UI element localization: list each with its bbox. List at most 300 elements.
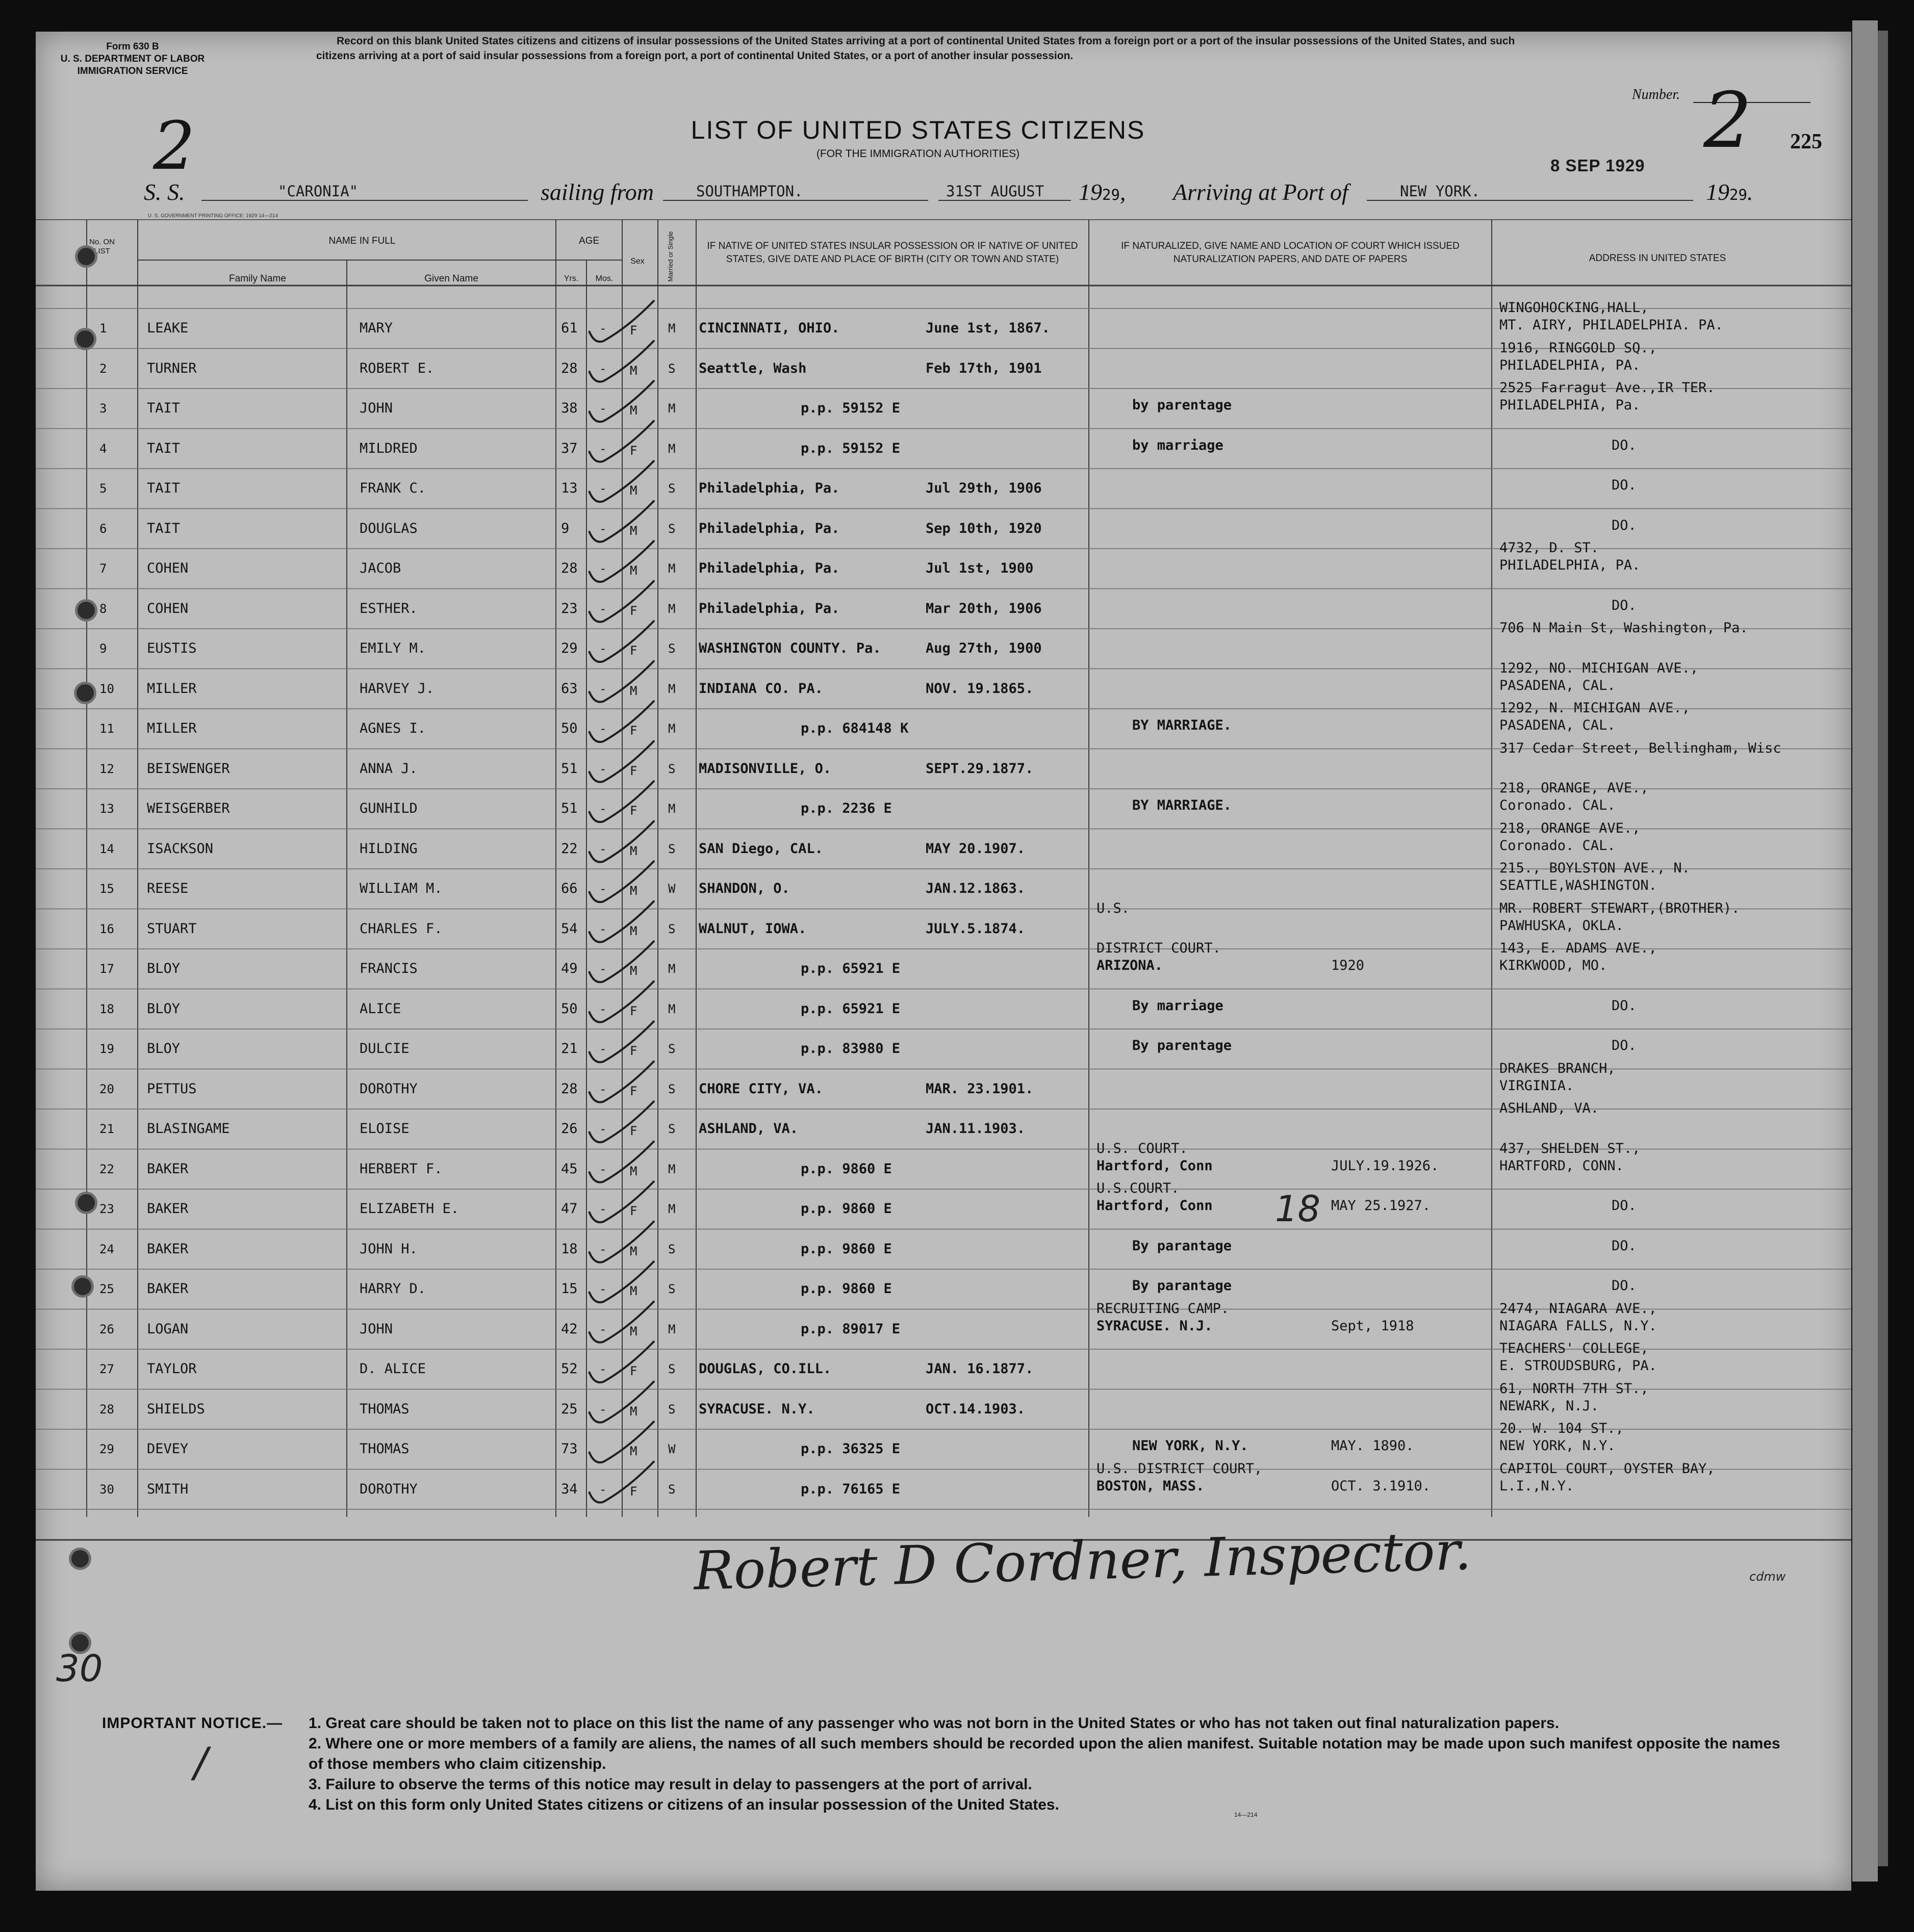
sex: F [630,1084,637,1098]
birth-date: JAN. 16.1877. [926,1361,1034,1377]
passport-number: p.p. 9860 E [801,1201,892,1217]
family-name: LEAKE [147,320,189,336]
age-years: 15 [561,1281,578,1297]
given-name: JOHN [360,1321,393,1337]
header-sex: Sex [630,257,645,266]
row-number: 5 [99,481,107,496]
birth-place: Seattle, Wash [699,360,807,376]
given-name: HERBERT F. [360,1161,443,1177]
age-months: - [599,1242,607,1256]
sex: M [630,1244,637,1258]
naturalization-court: U.S. COURT. [1096,1140,1188,1156]
address-line-2: DO. [1612,597,1637,613]
family-name: COHEN [147,560,189,576]
age-years: 29 [561,640,578,656]
header-name-in-full: NAME IN FULL [328,236,396,246]
passport-number: p.p. 9860 E [801,1281,892,1297]
passenger-table [36,219,1851,1606]
header-married: Married or Single [667,231,674,282]
marital-status: S [668,1402,676,1416]
naturalization-detail: BY MARRIAGE. [1132,797,1232,813]
family-name: TAIT [147,520,181,536]
marital-status: M [668,601,676,616]
row-number: 19 [99,1042,114,1056]
header-age: AGE [578,236,600,246]
address-line-2: E. STROUDSBURG, PA. [1499,1358,1657,1374]
naturalization-court: DISTRICT COURT. [1096,940,1221,956]
age-months: - [599,601,607,616]
sex: F [630,724,637,738]
row-number: 25 [99,1282,114,1296]
marital-status: M [668,802,676,816]
given-name: HARRY D. [360,1281,426,1297]
sex: M [630,843,637,858]
age-years: 45 [561,1161,578,1177]
age-years: 18 [561,1241,578,1257]
age-years: 50 [561,1000,578,1017]
arrival-underline [1367,200,1693,201]
marital-status: S [668,1042,676,1056]
header-yrs: Yrs. [564,274,579,283]
given-name: ANNA J. [360,760,418,777]
header-address: ADDRESS IN UNITED STATES [1589,253,1726,264]
marital-status: S [668,361,676,376]
address-line-2: NEWARK, N.J. [1499,1398,1599,1414]
address-line-2: Coronado. CAL. [1499,837,1616,854]
naturalization-detail: Hartford, Conn [1096,1198,1213,1214]
address-line-1: WINGOHOCKING,HALL, [1499,300,1649,316]
form-identifier [41,41,224,78]
naturalization-detail: BOSTON, MASS. [1096,1478,1205,1494]
birth-place: INDIANA CO. PA. [699,680,823,697]
row-number: 3 [99,401,107,416]
given-name: MARY [360,320,393,336]
row-number: 14 [99,841,114,856]
age-months: - [599,962,607,976]
address-line-2: DO. [1612,1198,1637,1214]
binding-hole [76,330,94,348]
birth-date: MAR. 23.1901. [926,1080,1034,1097]
marital-status: S [668,921,676,936]
birth-place: MADISONVILLE, O. [699,760,832,777]
given-name: HARVEY J. [360,680,435,697]
marital-status: S [668,1242,676,1256]
family-name: BAKER [147,1241,189,1257]
age-years: 21 [561,1041,578,1057]
form-number: Form 630 B [106,41,159,52]
address-line-1: CAPITOL COURT, OYSTER BAY, [1499,1460,1715,1477]
age-years: 37 [561,440,578,456]
marital-status: S [668,1122,676,1136]
age-years: 47 [561,1201,578,1217]
marital-status: M [668,401,676,416]
family-name: MILLER [147,680,197,697]
marital-status: S [668,1081,676,1096]
birth-date: MAY 20.1907. [926,840,1026,857]
marital-status: S [668,1482,676,1497]
marital-status: M [668,962,676,976]
row-number: 7 [99,561,107,576]
naturalization-court: U.S.COURT. [1096,1180,1180,1196]
age-years: 42 [561,1321,578,1337]
page-number: 225 [1790,130,1822,153]
handwritten-sheet-number: 2 [1703,76,1752,165]
marital-status: S [668,761,676,776]
given-name: THOMAS [360,1441,410,1457]
family-name: DEVEY [147,1441,189,1457]
sailing-label: sailing from [541,179,654,205]
departure-port: SOUTHAMPTON. [696,183,803,200]
age-months: - [599,1001,607,1016]
sex: F [630,603,637,618]
birth-place: CINCINNATI, OHIO. [699,320,840,336]
given-name: DOROTHY [360,1481,418,1497]
sex: F [630,1204,637,1218]
birth-place: Philadelphia, Pa. [699,520,840,536]
address-line-1: 317 Cedar Street, Bellingham, Wisc [1499,740,1781,756]
binding-hole [78,1194,95,1212]
instructions-preamble: Record on this blank United States citizens and citizens of insular possessions of the United States arriving at a port of continental United States from a foreign port or a port of the insular possessions of the United States, and such citizens arriving at a port of said insular possessions from a foreign port, a port of continental United States, or a port of another insular possession. [316,35,1515,62]
given-name: JOHN [360,400,393,416]
address-line-2: PHILADELPHIA, Pa. [1499,397,1641,413]
form-code: 14—214 [1234,1811,1258,1818]
marital-status: M [668,1202,676,1216]
arriving-label: Arriving at Port of [1173,179,1348,205]
passport-number: p.p. 684148 K [801,720,909,736]
age-months: - [599,641,607,656]
passport-number: p.p. 59152 E [801,400,901,416]
address-line-2: DO. [1612,517,1637,533]
given-name: ELIZABETH E. [360,1201,460,1217]
given-name: ROBERT E. [360,360,435,376]
birth-date: Aug 27th, 1900 [926,640,1042,656]
marital-status: S [668,481,676,496]
birth-place: ASHLAND, VA. [699,1121,799,1137]
handwritten-total: 30 [56,1647,103,1690]
family-name: BLASINGAME [147,1121,230,1137]
row-number: 8 [99,601,107,616]
handwritten-list-number: 2 [153,107,195,185]
age-years: 26 [561,1121,578,1137]
sex: M [630,964,637,978]
passport-number: p.p. 2236 E [801,801,892,816]
age-months: - [599,1202,607,1216]
address-line-1: 61, NORTH 7TH ST., [1499,1380,1649,1397]
age-months: - [599,921,607,936]
address-line-1: 2474, NIAGARA AVE., [1499,1300,1657,1317]
sex: F [630,1003,637,1018]
family-name: SMITH [147,1481,189,1497]
sex: F [630,1364,637,1378]
naturalization-detail: by parentage [1132,397,1232,413]
naturalization-detail: By parantage [1132,1278,1232,1294]
address-line-2: KIRKWOOD, MO. [1499,958,1607,973]
row-number: 20 [99,1081,114,1096]
sex: M [630,923,637,938]
address-line-1: 215., BOYLSTON AVE., N. [1499,860,1690,876]
sex: M [630,683,637,698]
birth-date: JULY.5.1874. [926,920,1026,937]
marital-status: S [668,841,676,856]
birth-place: Philadelphia, Pa. [699,480,840,496]
address-line-2: NEW YORK, N.Y. [1499,1438,1616,1454]
age-months: - [599,1042,607,1056]
sex: M [630,403,637,418]
given-name: FRANCIS [360,961,418,976]
passport-number: p.p. 65921 E [801,1000,901,1017]
marital-status: S [668,1282,676,1296]
header-no: No. ON LIST [89,238,115,255]
birth-place: CHORE CITY, VA. [699,1080,823,1097]
age-months: - [599,521,607,536]
birth-place: SYRACUSE. N.Y. [699,1401,815,1417]
birth-date: JAN.11.1903. [926,1121,1026,1137]
header-family-name: Family Name [229,273,286,284]
age-months: - [599,841,607,856]
passport-number: p.p. 59152 E [801,440,901,456]
row-number: 2 [99,361,107,376]
naturalization-date: JULY.19.1926. [1331,1157,1439,1174]
age-months: - [599,481,607,496]
sex: M [630,1444,637,1458]
passport-number: p.p. 9860 E [801,1241,892,1257]
given-name: ESTHER. [360,600,418,616]
row-number: 9 [99,641,107,656]
sex: F [630,323,637,338]
year-2: 1929. [1706,179,1753,205]
notice-item: 3. Failure to observe the terms of this notice may result in delay to passengers at the port of arrival. [309,1776,1032,1793]
row-number: 18 [99,1001,114,1016]
address-line-1: ASHLAND, VA. [1499,1100,1599,1116]
birth-date: Sep 10th, 1920 [926,520,1042,536]
given-name: GUNHILD [360,801,418,816]
age-months: - [599,1282,607,1296]
age-months: - [599,761,607,776]
birth-date: OCT.14.1903. [926,1401,1026,1417]
family-name: EUSTIS [147,640,197,656]
date-stamp: 8 SEP 1929 [1550,156,1645,175]
address-line-1: 1292, N. MICHIGAN AVE., [1499,700,1690,716]
binding-hole [78,602,95,619]
number-label: Number. [1632,87,1680,102]
age-months: - [599,802,607,816]
given-name: THOMAS [360,1401,410,1417]
age-months: - [599,722,607,736]
row-number: 23 [99,1202,114,1216]
passport-number: p.p. 36325 E [801,1441,901,1457]
departure-underline [663,200,928,201]
address-line-1: 437, SHELDEN ST., [1499,1140,1641,1156]
address-line-2: PAWHUSKA, OKLA. [1499,917,1624,934]
sex: M [630,1324,637,1338]
birth-date: Jul 29th, 1906 [926,480,1042,496]
given-name: DOUGLAS [360,520,418,536]
age-months: - [599,441,607,456]
sex: M [630,363,637,378]
sex: F [630,804,637,818]
pencil-mark: / [194,1739,208,1786]
address-line-1: DRAKES BRANCH, [1499,1060,1616,1076]
given-name: AGNES I. [360,720,426,736]
address-line-1: MR. ROBERT STEWART,(BROTHER). [1499,900,1740,916]
arrival-port: NEW YORK. [1400,183,1481,200]
age-months: - [599,1322,607,1336]
address-line-2: PHILADELPHIA, PA. [1499,357,1641,373]
row-number: 30 [99,1482,114,1497]
passport-number: p.p. 83980 E [801,1041,901,1057]
sex: F [630,1044,637,1058]
marital-status: S [668,1362,676,1376]
age-months: - [599,1122,607,1136]
given-name: DULCIE [360,1041,410,1057]
row-number: 11 [99,722,114,736]
family-name: TURNER [147,360,197,376]
marital-status: M [668,441,676,456]
marital-status: M [668,561,676,576]
header-naturalized: IF NATURALIZED, GIVE NAME AND LOCATION OF COURT WHICH ISSUED NATURALIZATION PAPERS, AND DATE OF PAPERS [1121,241,1460,265]
sex: F [630,443,637,458]
given-name: ELOISE [360,1121,410,1137]
age-years: 51 [561,760,578,777]
given-name: DOROTHY [360,1080,418,1097]
row-number: 22 [99,1162,114,1176]
marital-status: S [668,641,676,656]
binding-hole [78,248,95,265]
address-line-2: DO. [1612,477,1637,493]
row-number: 21 [99,1122,114,1136]
binding-hole [71,1550,89,1567]
birth-date: SEPT.29.1877. [926,760,1034,777]
naturalization-date: 1920 [1331,958,1365,973]
inspector-signature: Robert D Cordner, Inspector. [693,1519,1472,1602]
age-months: - [599,561,607,576]
age-months: - [599,321,607,336]
address-line-2: PASADENA, CAL. [1499,677,1616,693]
family-name: COHEN [147,600,189,616]
row-number: 10 [99,681,114,696]
naturalization-court: U.S. DISTRICT COURT, [1096,1460,1263,1477]
address-line-1: 2525 Farragut Ave.,IR TER. [1499,380,1715,396]
address-line-2: DO. [1612,437,1637,453]
handwritten-margin-note: 18 [1275,1188,1321,1230]
sex: M [630,884,637,898]
age-years: 28 [561,360,578,376]
header-birth: IF NATIVE OF UNITED STATES INSULAR POSSESSION OR IF NATIVE OF UNITED STATES, GIVE DATE AND PLACE OF BIRTH (CITY OR TOWN AND STATE) [707,241,1078,265]
age-years: 38 [561,400,578,416]
row-number: 27 [99,1362,114,1376]
family-name: BAKER [147,1281,189,1297]
naturalization-date: OCT. 3.1910. [1331,1478,1431,1494]
birth-date: Jul 1st, 1900 [926,560,1034,576]
address-line-2: DO. [1612,997,1637,1014]
given-name: JACOB [360,560,401,576]
address-line-2: VIRGINIA. [1499,1077,1574,1094]
year-1: 1929, [1079,179,1126,205]
sex: F [630,1484,637,1499]
naturalization-detail: ARIZONA. [1096,958,1163,973]
family-name: MILLER [147,720,197,736]
address-line-1: 1292, NO. MICHIGAN AVE., [1499,660,1699,676]
naturalization-court: RECRUITING CAMP. [1096,1300,1230,1317]
age-months: - [599,681,607,696]
address-line-2: PASADENA, CAL. [1499,717,1616,733]
given-name: JOHN H. [360,1241,418,1257]
family-name: TAIT [147,480,181,496]
birth-place: Philadelphia, Pa. [699,600,840,616]
age-years: 28 [561,560,578,576]
address-line-2: HARTFORD, CONN. [1499,1157,1624,1174]
page-edge [1852,20,1878,1882]
given-name: MILDRED [360,440,418,456]
sex: M [630,1164,637,1178]
age-months: - [599,1402,607,1416]
address-line-1: 1916, RINGGOLD SQ., [1499,340,1657,356]
family-name: TAIT [147,440,181,456]
notice-item: 1. Great care should be taken not to place on this list the name of any passenger who was not born in the United States or who has not taken out final naturalization papers. [309,1715,1560,1732]
binding-hole [74,1278,91,1295]
age-months: - [599,1362,607,1376]
naturalization-detail: NEW YORK, N.Y. [1132,1438,1248,1454]
notice-item: 2. Where one or more members of a family are aliens, the names of all such members should be recorded upon the alien manifest. Suitable notation may be made upon such manifest opposite the names of those members who claim citizenship. [309,1735,1780,1772]
family-name: TAYLOR [147,1361,197,1377]
family-name: SHIELDS [147,1401,205,1417]
birth-place: Philadelphia, Pa. [699,560,840,576]
sex: M [630,483,637,498]
notice-item: 4. List on this form only United States citizens or citizens of an insular possession of the United States. [309,1796,1059,1813]
age-years: 73 [561,1441,578,1457]
row-number: 28 [99,1402,114,1416]
address-line-2: NIAGARA FALLS, N.Y. [1499,1318,1657,1334]
naturalization-court: U.S. [1096,900,1130,916]
age-years: 9 [561,520,570,536]
naturalization-detail: SYRACUSE. N.J. [1096,1318,1213,1334]
marital-status: W [668,1442,676,1456]
address-line-1: 4732, D. ST. [1499,540,1599,556]
given-name: D. ALICE [360,1361,426,1377]
age-years: 50 [561,720,578,736]
age-years: 13 [561,480,578,496]
given-name: CHARLES F. [360,920,443,937]
birth-place: WALNUT, IOWA. [699,920,807,937]
family-name: STUART [147,920,197,937]
birth-place: WASHINGTON COUNTY. Pa. [699,640,881,656]
sex: F [630,643,637,658]
ss-label: S. S. [144,179,185,205]
family-name: BLOY [147,1000,181,1017]
row-number: 13 [99,802,114,816]
family-name: WEISGERBER [147,801,230,816]
marital-status: M [668,1322,676,1336]
row-number: 12 [99,761,114,776]
naturalization-detail: Hartford, Conn [1096,1157,1213,1174]
row-number: 1 [99,321,107,336]
address-line-1: 20. W. 104 ST., [1499,1421,1624,1436]
marital-status: M [668,1001,676,1016]
sex: M [630,563,637,578]
age-years: 63 [561,680,578,697]
header-mos: Mos. [595,274,614,283]
printer-mark: U. S. GOVERNMENT PRINTING OFFICE: 1929 14—214 [148,213,278,219]
age-years: 61 [561,320,578,336]
row-number: 16 [99,921,114,936]
row-number: 24 [99,1242,114,1256]
naturalization-date: MAY 25.1927. [1331,1198,1431,1214]
age-years: 34 [561,1481,578,1497]
naturalization-date: Sept, 1918 [1331,1318,1414,1334]
address-line-1: 218, ORANGE AVE., [1499,820,1641,836]
age-years: 51 [561,801,578,816]
date-underline [938,200,1071,201]
